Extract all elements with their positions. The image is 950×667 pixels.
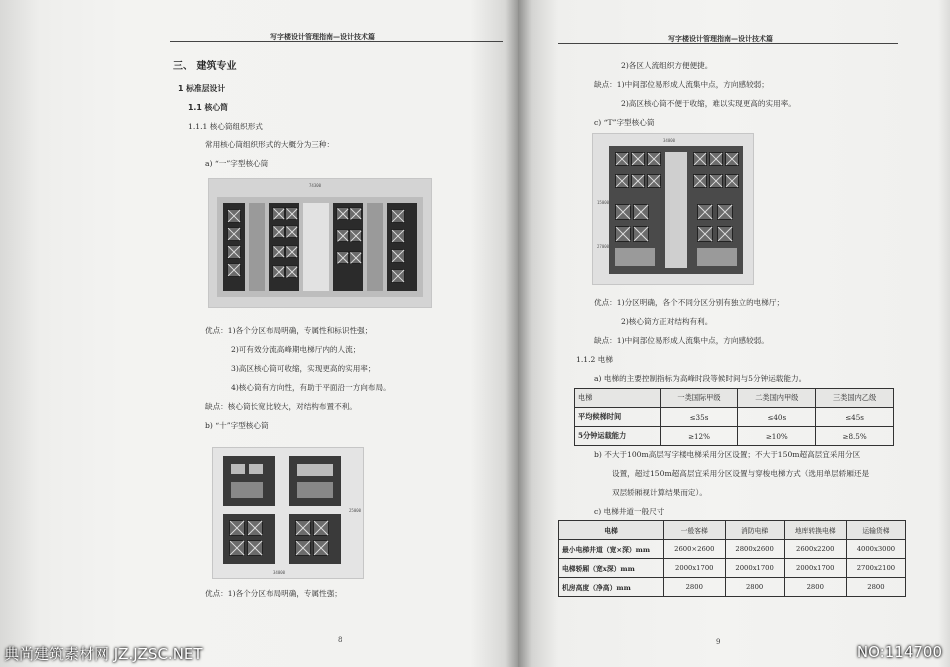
table-header-row <box>559 521 906 540</box>
advantage-b-1: 优点：1)各个分区布局明确，专属性强； <box>205 589 342 598</box>
table-cell: ≤40s <box>738 408 816 427</box>
table-cell: 平均候梯时间 <box>575 408 661 427</box>
page-header: 写字楼设计管理指南—设计技术篇 <box>668 35 773 43</box>
watermark-number: NO:114700 <box>856 643 942 661</box>
table-cell: 一般客梯 <box>664 521 726 540</box>
watermark-site: 典尚建筑素材网 JZ.JZSC.NET <box>4 645 203 663</box>
table-row <box>575 427 894 446</box>
table-cell: 地库转换电梯 <box>784 521 846 540</box>
heading-1-1-1: 1.1.1 核心筒组织形式 <box>188 122 263 131</box>
figure-a-floorplan <box>208 178 432 308</box>
table-cell: 运输货梯 <box>846 521 905 540</box>
line-2: 缺点：1)中间部位易形成人流集中点，方向感较弱； <box>594 80 769 89</box>
table-cell: 二类国内甲级 <box>738 389 816 408</box>
disadvantage: 缺点：核心筒长宽比较大，对结构布置不利。 <box>205 402 357 411</box>
table-cell: 2800 <box>846 578 905 597</box>
dim-label: 25000 <box>349 508 362 513</box>
table-row <box>559 540 906 559</box>
dim-label: 34000 <box>663 138 676 143</box>
dim-label: 15000 <box>597 200 610 205</box>
table-cell: ≤45s <box>816 408 894 427</box>
header-rule <box>558 43 898 44</box>
advantage-3: 3)高区核心筒可收缩，实现更高的实用率； <box>231 364 376 373</box>
item-b2-line-3: 双层轿厢视计算结果而定）。 <box>612 488 707 497</box>
disadvantage-c: 缺点：1)中间部位易形成人流集中点，方向感较弱。 <box>594 336 769 345</box>
table-cell: 2700x2100 <box>846 559 905 578</box>
advantage-1: 优点：1)各个分区布局明确，专属性和标识性强； <box>205 326 373 335</box>
elevator-shaft-table <box>558 520 906 597</box>
page-header: 写字楼设计管理指南—设计技术篇 <box>270 33 375 41</box>
table-cell: 电梯 <box>575 389 661 408</box>
dim-label: 34000 <box>273 570 286 575</box>
table-cell: 消防电梯 <box>725 521 784 540</box>
item-b: b) “十”字型核心筒 <box>205 421 269 430</box>
advantage-2: 2)可有效分流高峰期电梯厅内的人流； <box>231 345 361 354</box>
advantage-4: 4)核心筒有方向性，有助于平面沿一方向布局。 <box>231 383 391 392</box>
table-cell: 三类国内乙级 <box>816 389 894 408</box>
section-title: 三、 建筑专业 <box>173 61 237 72</box>
table-cell: 电梯轿厢（宽x深）mm <box>559 559 664 578</box>
item-c2: c) 电梯井道一般尺寸 <box>594 507 665 516</box>
table-cell: 2800x2600 <box>725 540 784 559</box>
figure-b-floorplan <box>212 447 364 579</box>
table-cell: ≥12% <box>660 427 738 446</box>
table-cell: 2600x2200 <box>784 540 846 559</box>
table-cell: 2800 <box>664 578 726 597</box>
table-cell: 5分钟运载能力 <box>575 427 661 446</box>
heading-1: 1 标准层设计 <box>178 84 226 93</box>
item-b2-line-2: 设置，超过150m超高层宜采用分区设置与穿梭电梯方式（选用单层轿厢还是 <box>612 469 870 478</box>
table-cell: 2800 <box>725 578 784 597</box>
table-header-row <box>575 389 894 408</box>
advantage-c-2: 2)核心筒方正对结构有利。 <box>621 317 713 326</box>
table-cell: 一类国际甲级 <box>660 389 738 408</box>
table-cell: 2000x1700 <box>725 559 784 578</box>
table-cell: 机房高度（净高）mm <box>559 578 664 597</box>
dim-label: 74300 <box>309 183 322 188</box>
table-cell: 电梯 <box>559 521 664 540</box>
table-cell: 2000x1700 <box>664 559 726 578</box>
heading-1-1-2: 1.1.2 电梯 <box>576 355 613 364</box>
advantage-c-1: 优点：1)分区明确，各个不同分区分别有独立的电梯厅； <box>594 298 785 307</box>
heading-1-1: 1.1 核心筒 <box>188 103 228 112</box>
intro-text: 常用核心筒组织形式的大概分为三种： <box>205 140 335 149</box>
line-1: 2)各区人流组织方便便捷。 <box>621 61 713 70</box>
header-rule <box>170 41 503 42</box>
table-cell: 最小电梯井道（宽×深）mm <box>559 540 664 559</box>
right-page <box>518 0 950 667</box>
table-cell: ≥8.5% <box>816 427 894 446</box>
item-c: c) “T”字型核心筒 <box>594 118 655 127</box>
line-3: 2)高区核心筒不便于收缩，难以实现更高的实用率。 <box>621 99 796 108</box>
item-a2: a) 电梯的主要控制指标为高峰时段等候时间与5分钟运载能力。 <box>594 374 807 383</box>
table-cell: 2800 <box>784 578 846 597</box>
table-cell: ≥10% <box>738 427 816 446</box>
item-b2-line-1: b) 不大于100m高层写字楼电梯采用分区设置；不大于150m超高层宜采用分区 <box>594 450 861 459</box>
page-number: 8 <box>338 636 343 644</box>
table-cell: 2600×2600 <box>664 540 726 559</box>
elevator-performance-table <box>574 388 894 446</box>
table-cell: ≤35s <box>660 408 738 427</box>
table-cell: 2000x1700 <box>784 559 846 578</box>
table-row <box>559 559 906 578</box>
table-row <box>575 408 894 427</box>
page-number: 9 <box>716 638 721 646</box>
item-a: a) “一”字型核心筒 <box>205 159 269 168</box>
figure-c-floorplan <box>592 133 754 285</box>
table-row <box>559 578 906 597</box>
dim-label: 27000 <box>597 244 610 249</box>
table-cell: 4000x3000 <box>846 540 905 559</box>
